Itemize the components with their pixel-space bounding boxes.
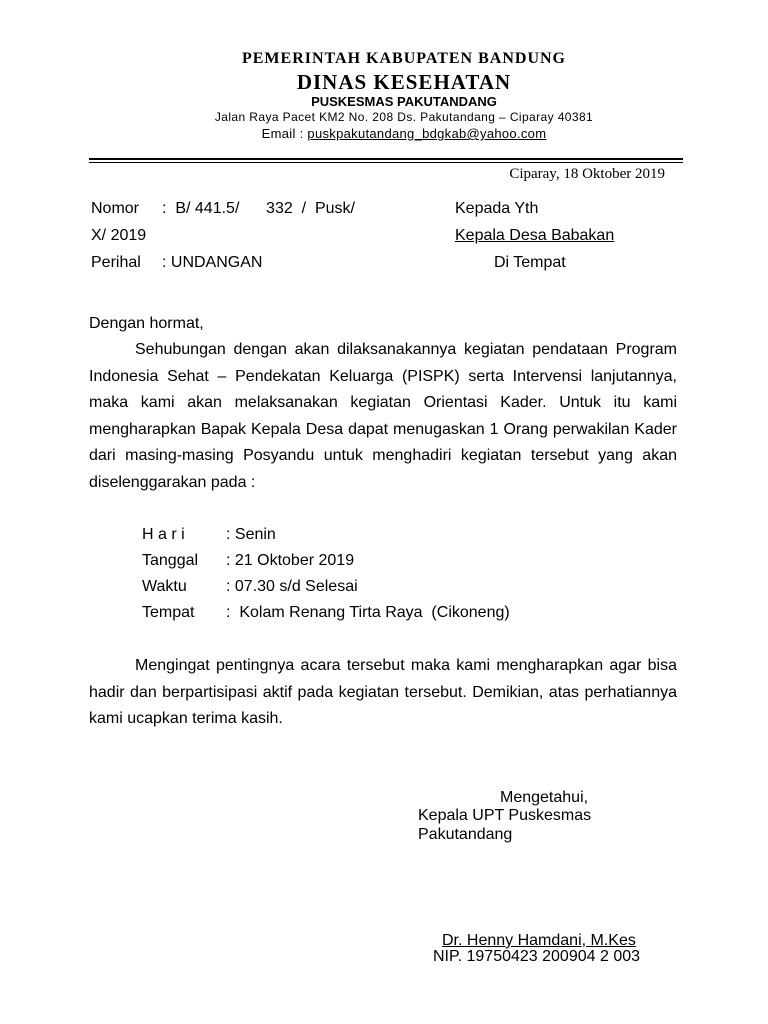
paragraph-1-text: Sehubungan dengan akan dilaksanakannya kegiatan pendataan Program Indonesia Sehat – Pendekatan Keluarga (PISPK) serta Intervensi lanjutannya, maka kami akan melaksanakan kegiatan Orientasi Kader. Untuk itu kami mengharapkan Bapak Kepala Desa dapat menugaskan 1 Orang perwakilan Kader dari masing-masing Posyandu untuk menghadiri kegiatan tersebut yang akan diselenggarakan pada : [89,341,677,491]
signature-nip: NIP. 19750423 200904 2 003 [433,948,641,965]
perihal-value: : UNDANGAN [162,254,263,271]
schedule-value-hari: : Senin [226,526,276,543]
schedule-label-waktu: Waktu [142,578,187,595]
paragraph-2-text: Mengingat pentingnya acara tersebut maka kami mengharapkan agar bisa hadir dan berpartisipasi aktif pada kegiatan tersebut. Demikian, atas perhatiannya kami ucapkan terima kasih. [89,657,677,727]
body-paragraph-2 [89,653,677,733]
schedule-value-tanggal: : 21 Oktober 2019 [226,552,355,569]
body-paragraph-1 [89,337,677,496]
letterhead-rule-thin [89,162,683,163]
letterhead-government: PEMERINTAH KABUPATEN BANDUNG [241,50,566,67]
recipient-name: Kepala Desa Babakan [455,227,615,244]
signature-title-line1: Kepala UPT Puskesmas [418,807,592,824]
signature-acknowledged: Mengetahui, [500,789,589,806]
signature-name: Dr. Henny Hamdani, M.Kes [442,932,636,949]
schedule-label-tanggal: Tanggal [142,552,199,569]
nomor-label: Nomor [91,200,140,217]
nomor-continuation: X/ 2019 [91,227,147,244]
recipient-greeting: Kepada Yth [455,200,539,217]
letter-date: Ciparay, 18 Oktober 2019 [509,166,665,182]
schedule-label-hari: H a r i [142,526,185,543]
perihal-label: Perihal [91,254,141,271]
recipient-place: Di Tempat [494,254,566,271]
letterhead-rule-thick [89,158,683,160]
schedule-value-waktu: : 07.30 s/d Selesai [226,578,358,595]
salutation: Dengan hormat, [89,315,204,332]
email-address: puskpakutandang_bdgkab@yahoo.com [307,126,547,141]
nomor-value: : B/ 441.5/ 332 / Pusk/ [162,200,355,217]
letterhead-facility: PUSKESMAS PAKUTANDANG [311,94,497,109]
letterhead-department: DINAS KESEHATAN [296,70,512,94]
schedule-label-tempat: Tempat [142,604,195,621]
letterhead-address: Jalan Raya Pacet KM2 No. 208 Ds. Pakutandang – Ciparay 40381 [214,110,594,124]
letterhead-email-line [0,126,768,141]
email-label: Email : [261,126,304,141]
schedule-value-tempat: : Kolam Renang Tirta Raya (Cikoneng) [226,604,510,621]
signature-title-line2: Pakutandang [418,826,513,843]
